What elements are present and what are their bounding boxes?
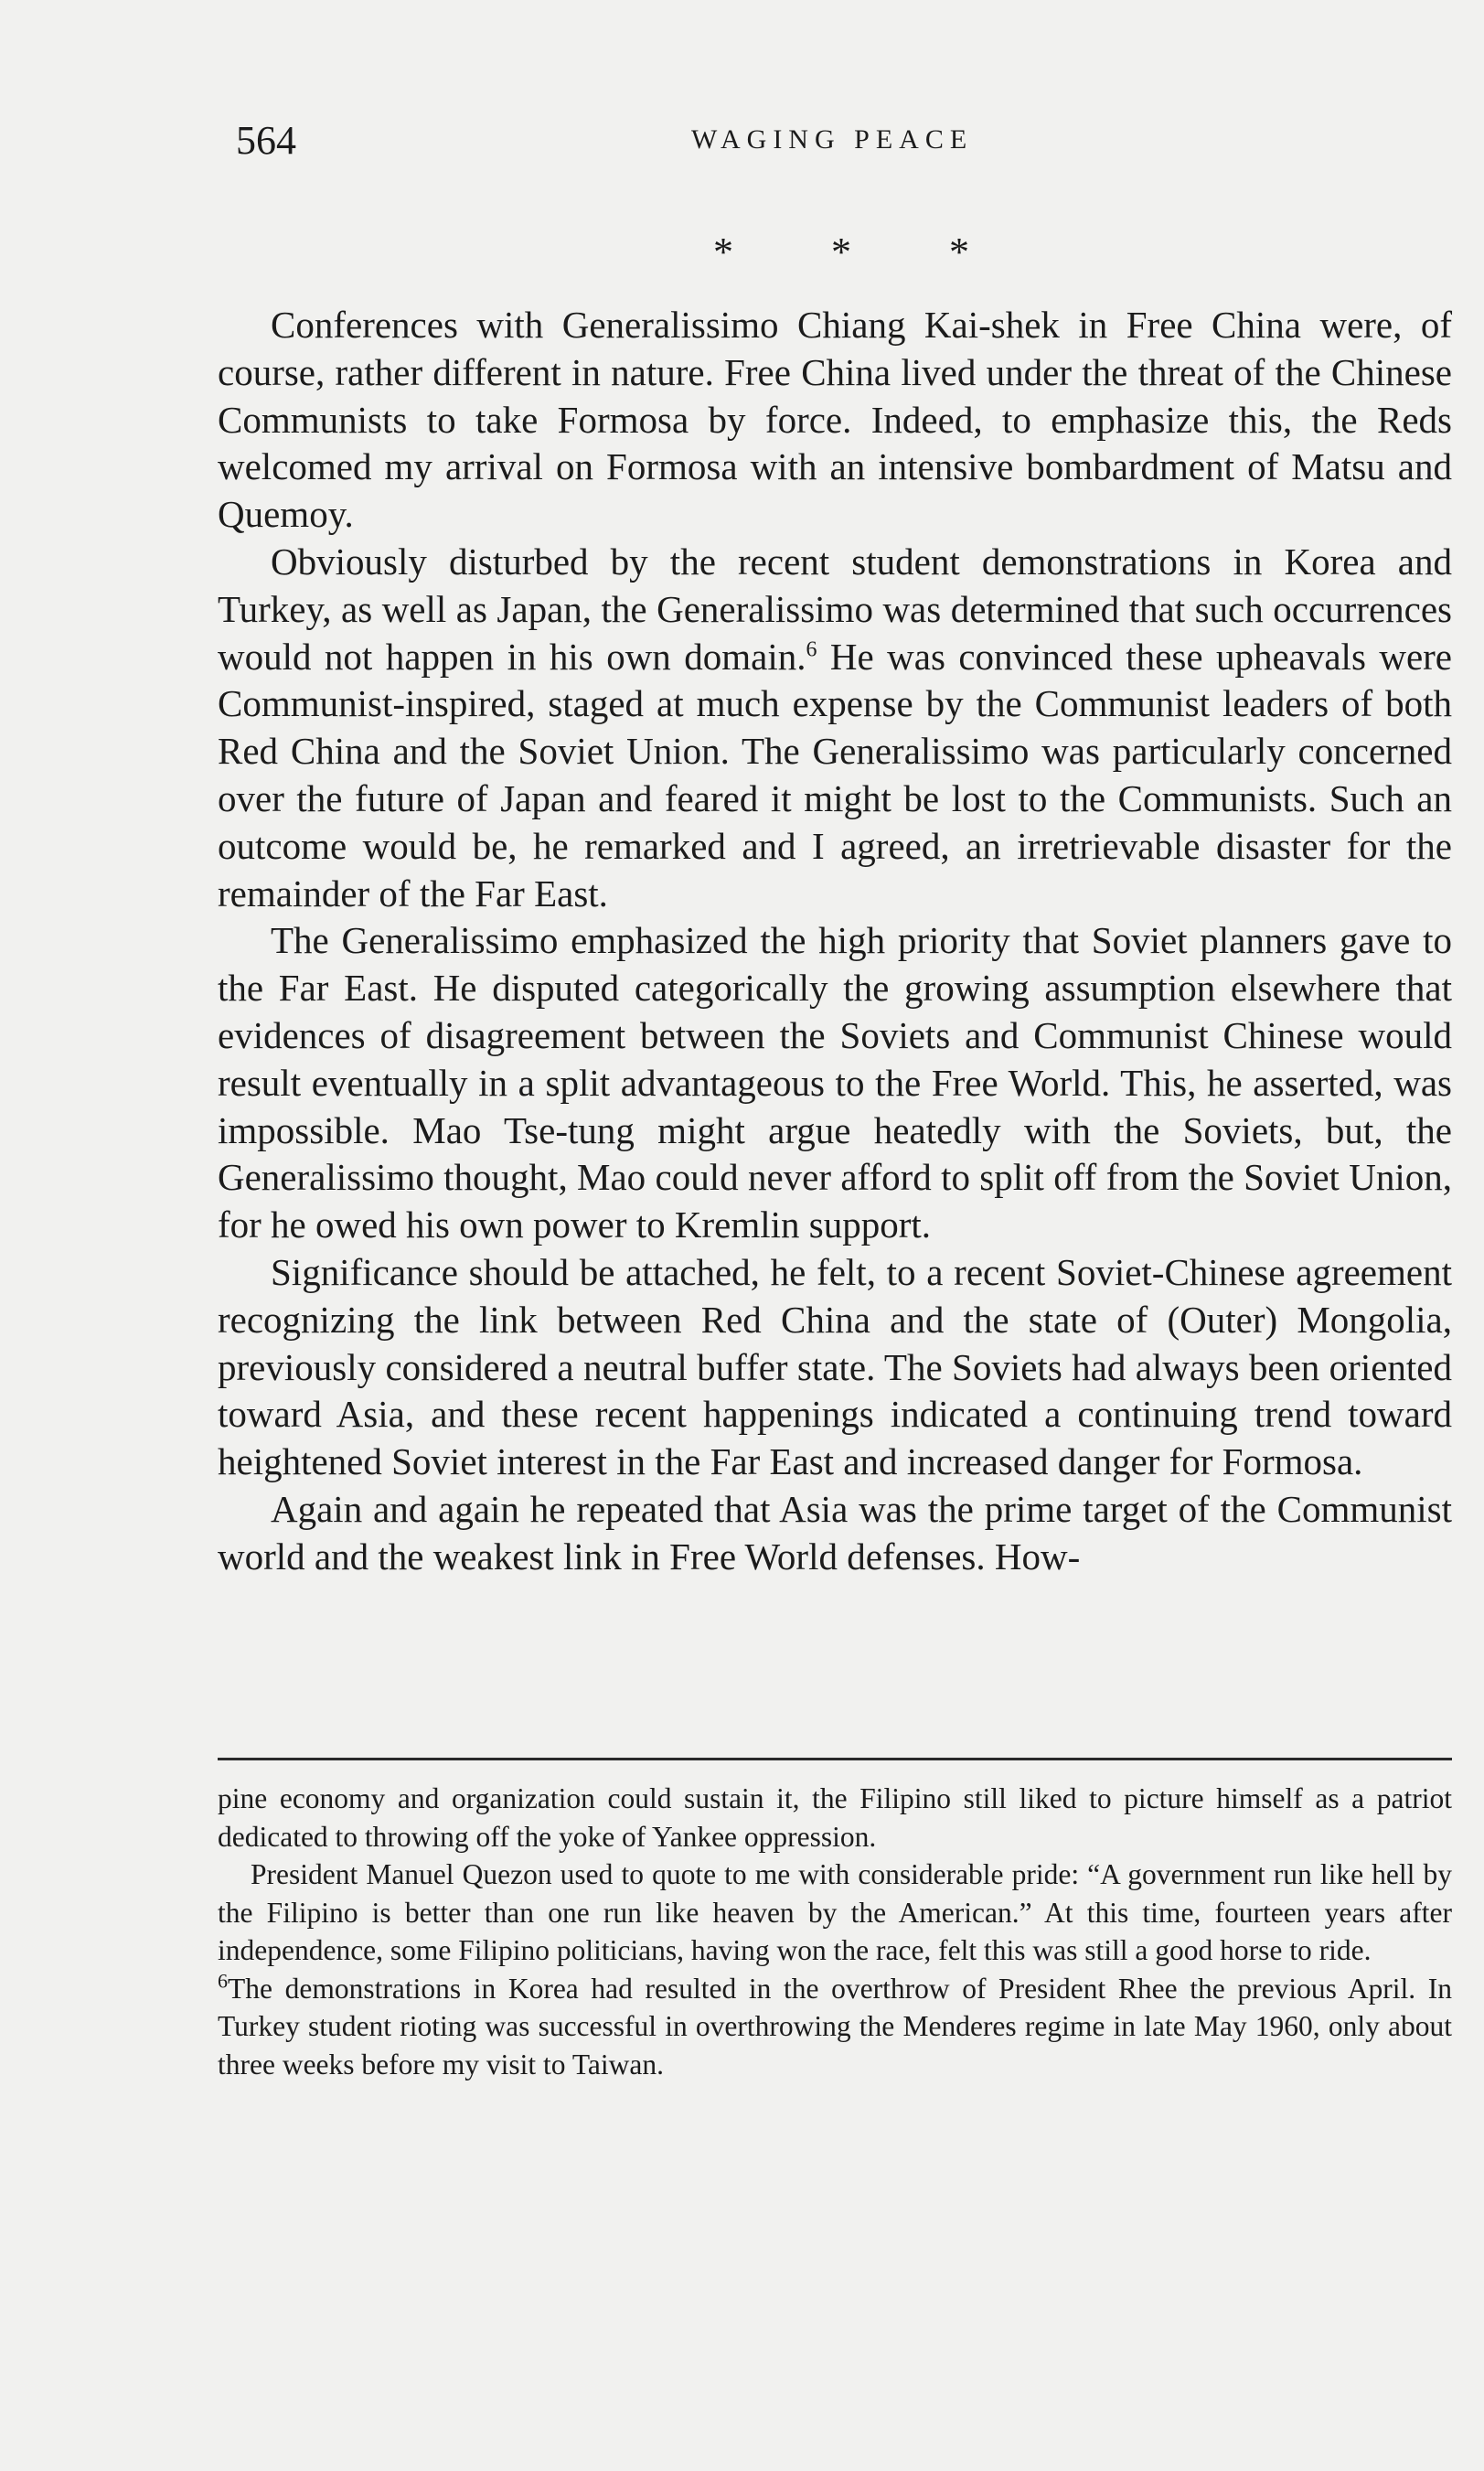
footnote-6-mark: 6: [218, 1969, 228, 1992]
footnote-6-text: The demonstrations in Korea had resulted in the overthrow of President Rhee the previous April. In Turkey student rioting was successful in overthrowing the Menderes regime in late May 1960, only about three weeks before my visit to Taiwan.: [218, 1972, 1452, 2081]
main-text: [218, 302, 1452, 1581]
page-header: [236, 117, 1452, 172]
footnote-divider: [218, 1758, 1452, 1760]
section-break: * * *: [713, 230, 1013, 274]
paragraph-asia-prime-target: Again and again he repeated that Asia was the prime target of the Communist world and the weakest link in Free World defenses. How-: [218, 1487, 1452, 1578]
paragraph-text: Obviously disturbed by the recent student demonstrations in Korea and Turkey, as well as Japan, the Generalissimo was determined that such occurrences would not happen in his own domain.: [218, 540, 1452, 678]
footnote-reference-6[interactable]: 6: [806, 636, 817, 661]
running-head: WAGING PEACE: [691, 124, 974, 155]
paragraph-soviet-planners: The Generalissimo emphasized the high priority that Soviet planners gave to the Far East. He disputed categorically the growing assumption elsewhere that evidences of disagreement between the Soviets and Communist Chinese would result eventually in a split advantageous to the Free World. This, he asserted, was impossible. Mao Tse-tung might argue heatedly with the Soviets, but, the Generalissimo thought, Mao could never afford to split off from the Soviet Union, for he owed his own power to Kremlin support.: [218, 919, 1452, 1246]
footnotes: [218, 1780, 1452, 2083]
paragraph-text: He was convinced these upheavals were Communist-inspired, staged at much expense by the Communist leaders of both Red China and the Soviet Union. The Generalissimo was particularly concerned over the future of Japan and feared it might be lost to the Communists. Such an outcome would be, he remarked and I agreed, an irretrievable disaster for the remainder of the Far East.: [218, 635, 1452, 915]
footnote-6: [218, 1970, 1452, 2084]
paragraph-mongolia-agreement: Significance should be attached, he felt, to a recent Soviet-Chinese agreement recognizing the link between Red China and the state of (Outer) Mongolia, previously considered a neutral buffer state. The Soviets had always been oriented toward Asia, and these recent happenings indicated a continuing trend toward heightened Soviet interest in the Far East and increased danger for Formosa.: [218, 1250, 1452, 1483]
page-number: 564: [236, 118, 296, 163]
paragraph-chiang-conferences: Conferences with Generalissimo Chiang Kai-shek in Free China were, of course, rather different in nature. Free China lived under the threat of the Chinese Communists to take Formosa by force. Indeed, to emphasize this, the Reds welcomed my arrival on Formosa with an intensive bombardment of Matsu and Quemoy.: [218, 304, 1452, 536]
footnote-continued: pine economy and organization could sustain it, the Filipino still liked to picture himself as a patriot dedicated to throwing off the yoke of Yankee oppression.: [218, 1782, 1452, 1853]
paragraph-student-demonstrations: [218, 539, 1452, 917]
footnote-quezon: President Manuel Quezon used to quote to me with considerable pride: “A government run like hell by the Filipino is better than one run like heaven by the American.” At this time, fourteen years after independence, some Filipino politicians, having won the race, felt this was still a good horse to ride.: [218, 1858, 1452, 1966]
